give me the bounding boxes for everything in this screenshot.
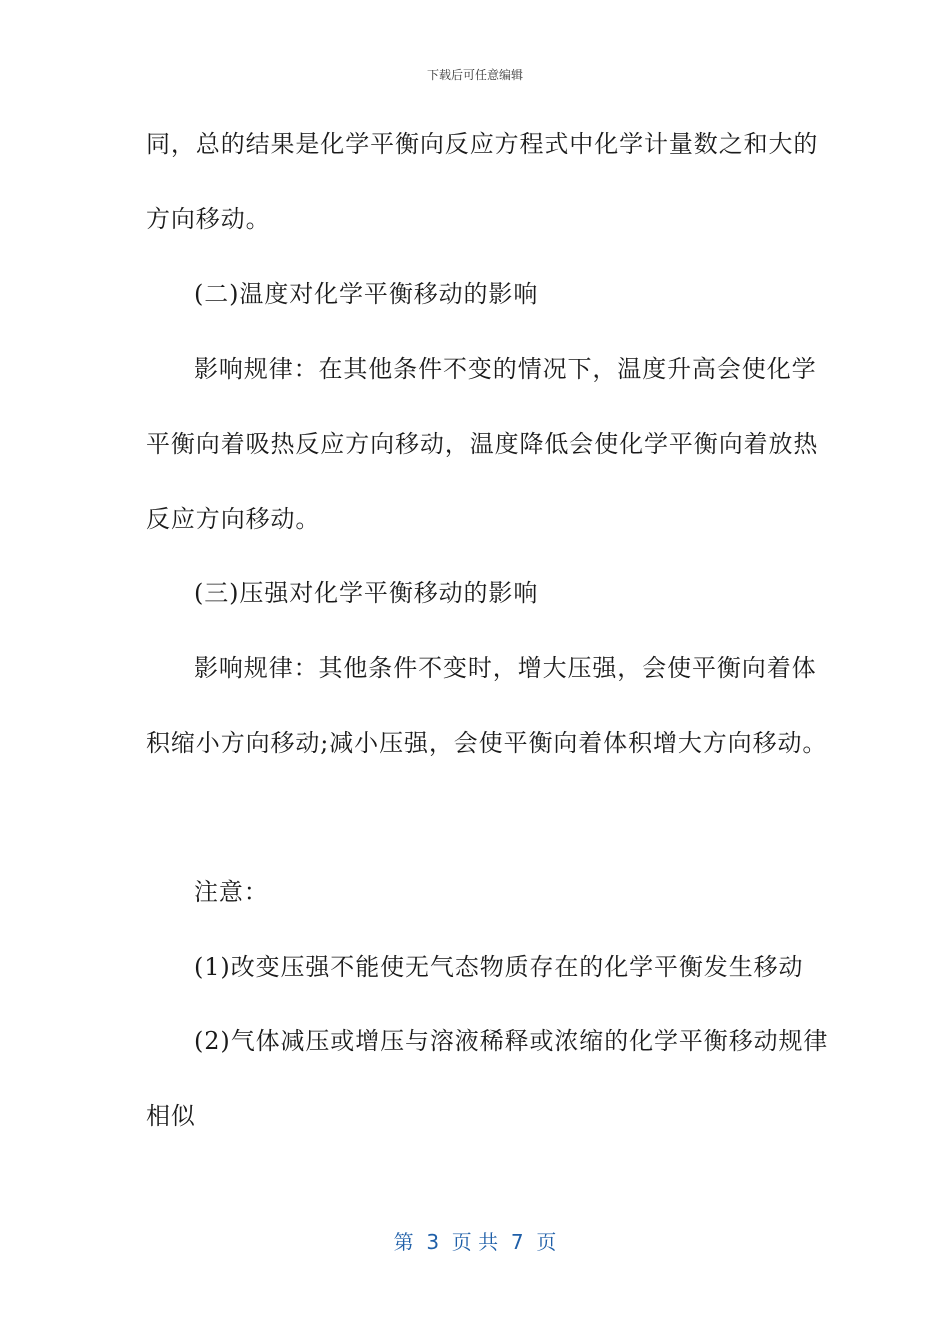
header-note: 下载后可任意编辑 (426, 68, 523, 82)
note-item-2: (2)气体减压或增压与溶液稀释或浓缩的化学平衡移动规律 (194, 1027, 829, 1055)
paragraph-line: 影响规律：在其他条件不变的情况下，温度升高会使化学 (194, 355, 817, 383)
paragraph-line: 平衡向着吸热反应方向移动，温度降低会使化学平衡向着放热 (146, 430, 819, 458)
note-item-1: (1)改变压强不能使无气态物质存在的化学平衡发生移动 (194, 953, 804, 981)
paragraph-line: 积缩小方向移动;减小压强，会使平衡向着体积增大方向移动。 (146, 729, 828, 757)
page-number-footer: 第 3 页 共 7 页 (393, 1230, 557, 1254)
section-heading-temperature: (二)温度对化学平衡移动的影响 (194, 280, 539, 308)
paragraph-line: 影响规律：其他条件不变时，增大压强，会使平衡向着体 (194, 654, 817, 682)
note-heading: 注意： (194, 878, 269, 906)
paragraph-line: 同，总的结果是化学平衡向反应方程式中化学计量数之和大的 (146, 130, 819, 158)
paragraph-line: 方向移动。 (146, 205, 271, 233)
section-heading-pressure: (三)压强对化学平衡移动的影响 (194, 579, 539, 607)
paragraph-line: 反应方向移动。 (146, 505, 321, 533)
paragraph-line: 相似 (146, 1102, 196, 1130)
